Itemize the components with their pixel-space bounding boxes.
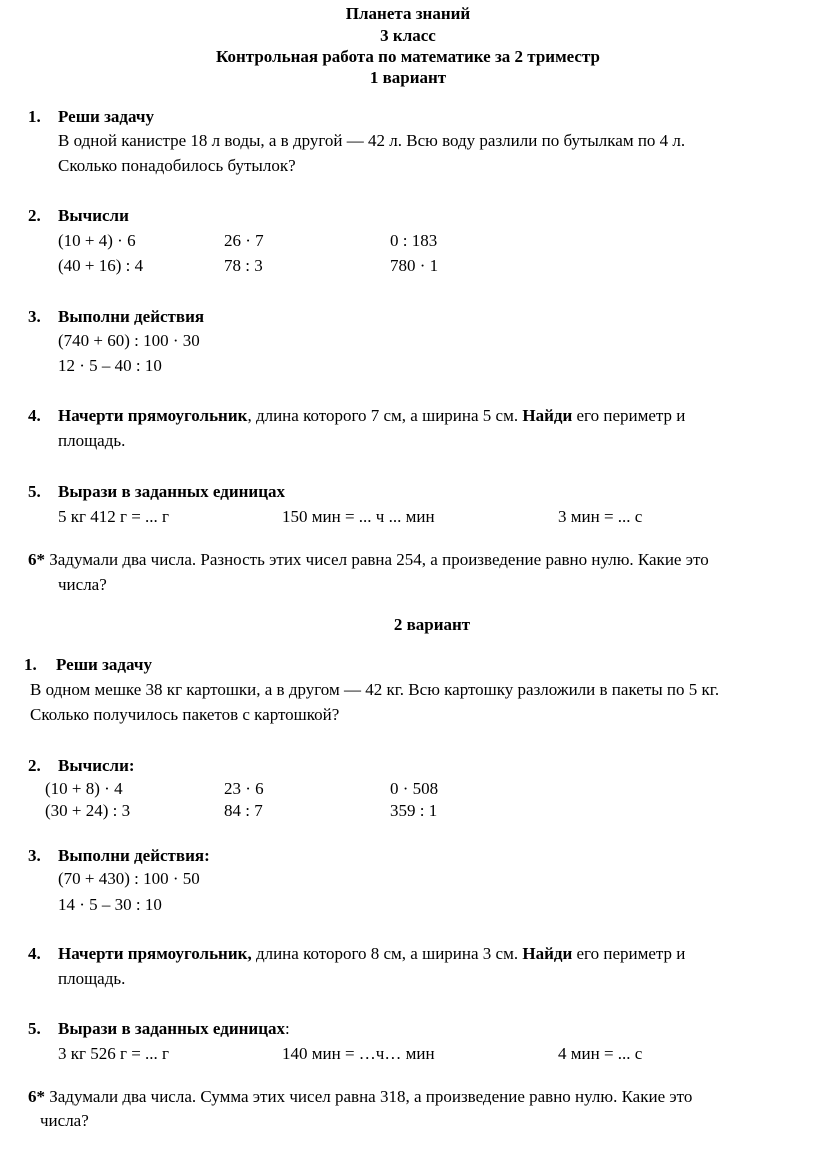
task-number: 4. <box>28 406 41 425</box>
task-keyword: Найди <box>522 406 573 425</box>
expression: (10 + 8) · 4 <box>45 779 123 798</box>
expression: 12 · 5 – 40 : 10 <box>58 356 162 375</box>
task-number: 2. <box>28 756 41 775</box>
expression: (10 + 4) · 6 <box>58 231 136 250</box>
task-keyword: Начерти прямоугольник <box>58 406 248 425</box>
expression: 780 · 1 <box>390 256 439 275</box>
task-text <box>58 406 685 426</box>
task-number: 2. <box>28 206 41 225</box>
task-number: 5. <box>28 1019 41 1038</box>
conversion: 150 мин = ... ч ... мин <box>282 507 435 526</box>
task-text: числа? <box>40 1111 89 1130</box>
expression: (740 + 60) : 100 · 30 <box>58 331 200 350</box>
expression: 23 · 6 <box>224 779 264 798</box>
conversion: 5 кг 412 г = ... г <box>58 507 170 526</box>
variant-1-title: 1 вариант <box>369 68 447 87</box>
task-text: В одном мешке 38 кг картошки, а в другом — 42 кг. Всю картошку разложили в пакеты по 5 кг. <box>30 680 720 699</box>
task-number: 6* <box>28 1087 45 1106</box>
task-keyword: Начерти прямоугольник, <box>58 944 252 963</box>
expression: 359 : 1 <box>390 801 438 820</box>
expression: (40 + 16) : 4 <box>58 256 144 275</box>
conversion: 140 мин = …ч… мин <box>282 1044 435 1063</box>
expression: 78 : 3 <box>224 256 263 275</box>
task-title <box>58 1019 290 1039</box>
conversion: 4 мин = ... с <box>558 1044 643 1063</box>
task-text-part: Задумали два числа. Сумма этих чисел равна 318, а произведение равно нулю. Какие это <box>45 1087 693 1106</box>
task-title: Выполни действия <box>58 307 205 326</box>
variant-2-title: 2 вариант <box>393 615 471 634</box>
task-text <box>28 1087 692 1107</box>
expression: 84 : 7 <box>224 801 263 820</box>
task-number: 3. <box>28 846 41 865</box>
task-text-part: Задумали два числа. Разность этих чисел равна 254, а произведение равно нулю. Какие это <box>45 550 709 569</box>
task-title: Вычисли: <box>58 756 135 775</box>
task-title: Реши задачу <box>56 655 152 674</box>
expression: (70 + 430) : 100 · 50 <box>58 869 200 888</box>
task-text <box>28 550 709 570</box>
school-name: Планета знаний <box>345 4 471 23</box>
task-number: 3. <box>28 307 41 326</box>
task-text: В одной канистре 18 л воды, а в другой — 42 л. Всю воду разлили по бутылкам по 4 л. <box>58 131 686 150</box>
test-title: Контрольная работа по математике за 2 триместр <box>216 47 600 66</box>
conversion: 3 мин = ... с <box>558 507 643 526</box>
task-text <box>58 944 685 964</box>
task-number: 1. <box>24 655 37 674</box>
grade: 3 класс <box>380 26 436 45</box>
expression: 26 · 7 <box>224 231 264 250</box>
task-text-part: его периметр и <box>572 406 686 425</box>
task-title: Вырази в заданных единицах <box>58 482 286 501</box>
expression: 0 : 183 <box>390 231 438 250</box>
task-number: 4. <box>28 944 41 963</box>
task-number: 1. <box>28 107 41 126</box>
task-title-text: Вырази в заданных единицах <box>58 1019 286 1038</box>
task-text: Сколько получилось пакетов с картошкой? <box>30 705 340 724</box>
expression: 0 · 508 <box>390 779 439 798</box>
task-text: площадь. <box>58 431 126 450</box>
task-text: числа? <box>58 575 107 594</box>
task-keyword: Найди <box>522 944 573 963</box>
conversion: 3 кг 526 г = ... г <box>58 1044 170 1063</box>
task-text-part: его периметр и <box>572 944 686 963</box>
task-text-part: длина которого 8 см, а ширина 3 см. <box>251 944 523 963</box>
task-number: 6* <box>28 550 45 569</box>
task-title: Выполни действия: <box>58 846 210 865</box>
task-title: Вычисли <box>58 206 129 225</box>
expression: (30 + 24) : 3 <box>45 801 131 820</box>
task-title-colon: : <box>285 1019 290 1038</box>
task-text: Сколько понадобилось бутылок? <box>58 156 296 175</box>
task-text: площадь. <box>58 969 126 988</box>
expression: 14 · 5 – 30 : 10 <box>58 895 162 914</box>
task-number: 5. <box>28 482 41 501</box>
task-title: Реши задачу <box>58 107 154 126</box>
task-text-part: , длина которого 7 см, а ширина 5 см. <box>247 406 523 425</box>
